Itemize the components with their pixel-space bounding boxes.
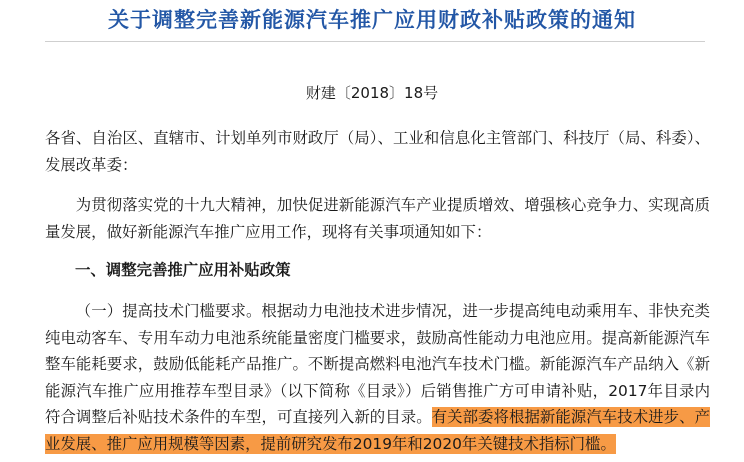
intro-paragraph: 为贯彻落实党的十九大精神，加快促进新能源汽车产业提质增效、增强核心竞争力、实现高质量发展，做好新能源汽车推广应用工作，现将有关事项通知如下： xyxy=(45,196,710,241)
page-title: 关于调整完善新能源汽车推广应用财政补贴政策的通知 xyxy=(108,8,636,32)
body-paragraph xyxy=(45,298,710,457)
title-divider xyxy=(45,41,705,42)
addressee-paragraph: 各省、自治区、直辖市、计划单列市财政厅（局）、工业和信息化主管部门、科技厅（局、科委）、发展改革委： xyxy=(45,129,710,174)
document-number: 财建〔2018〕18号 xyxy=(305,84,439,102)
section-heading: 一、调整完善推广应用补贴政策 xyxy=(75,261,291,279)
body-text: （一）提高技术门槛要求。根据动力电池技术进步情况，进一步提高纯电动乘用车、非快充类纯电动客车、专用车动力电池系统能量密度门槛要求，鼓励高性能动力电池应用。提高新能源汽车整车能耗要求，鼓励低能耗产品推广。不断提高燃料电池汽车技术门槛。新能源汽车产品纳入《新能源汽车推广应用推荐车型目录》（以下简称《目录》）后销售推广方可申请补贴，2017年目录内符合调整后补贴技术条件的车型，可直接列入新的目录。 xyxy=(45,302,710,426)
highlighted-text: 有关部委将根据新能源汽车技术进步、产业发展、推广应用规模等因素，提前研究发布2019年和2020年关键技术指标门槛。 xyxy=(45,408,710,453)
